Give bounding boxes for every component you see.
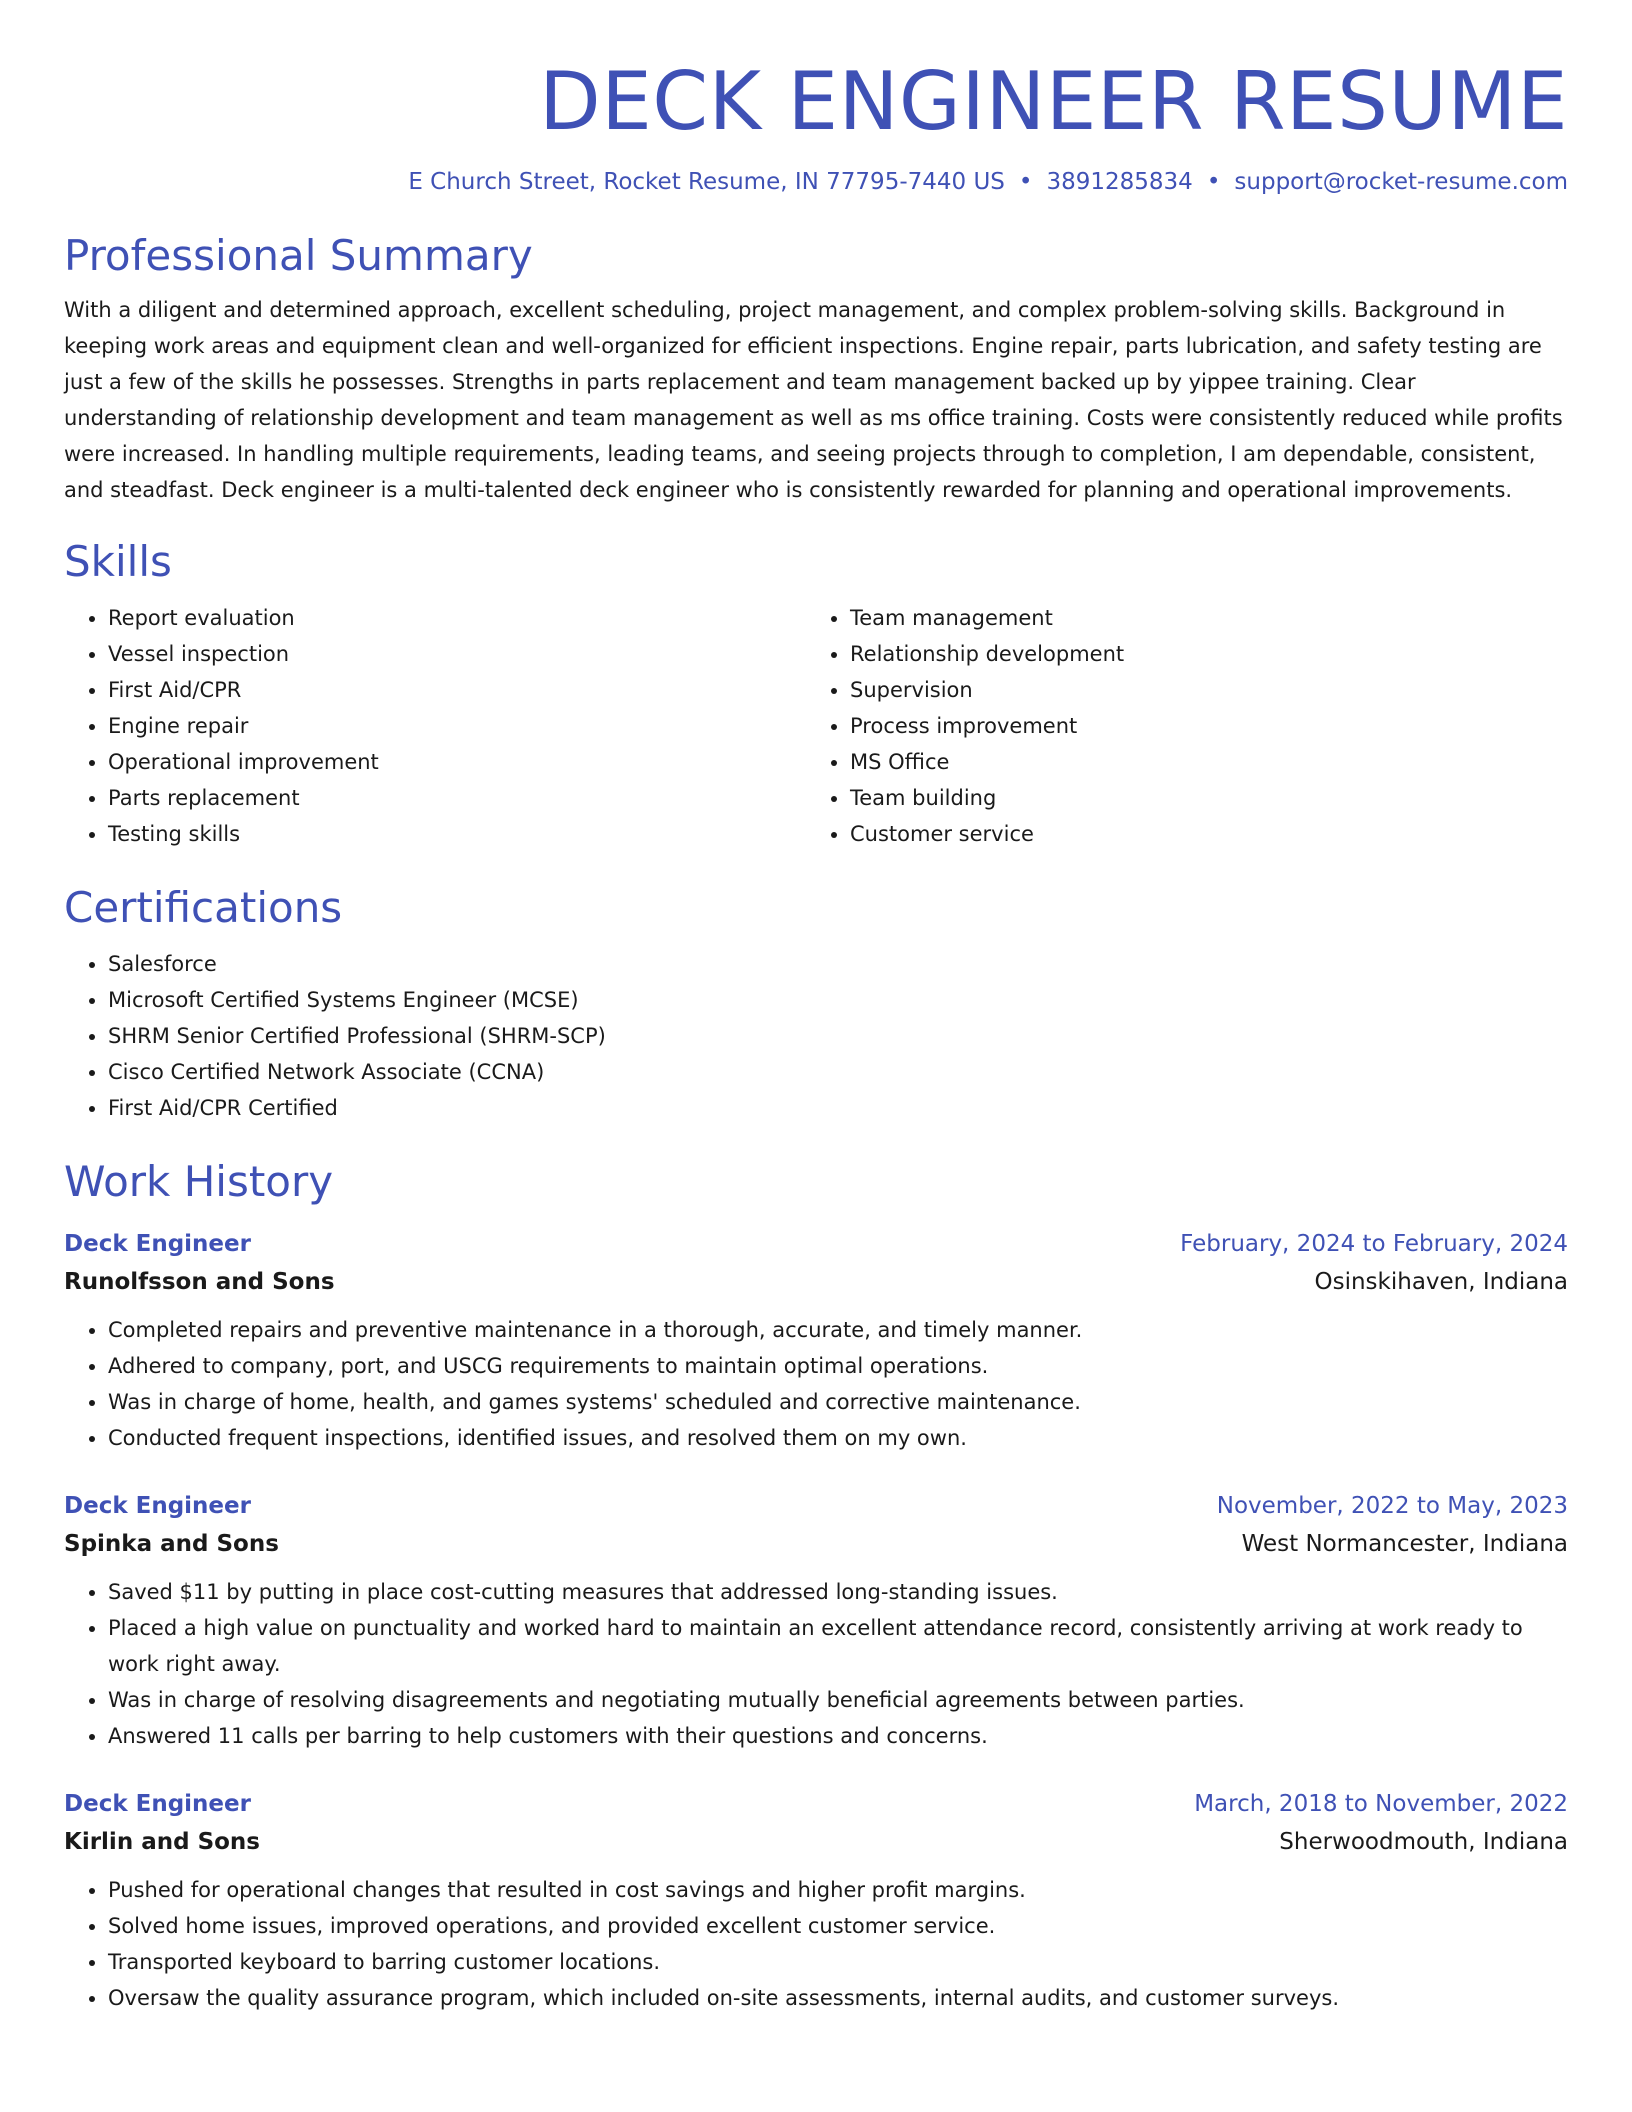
job-entry — [64, 1786, 1568, 2016]
skills-column-left — [64, 600, 806, 852]
skill-item: • Process improvement — [850, 708, 1548, 744]
job-bullet: • Solved home issues, improved operations, and provided excellent customer service. — [108, 1908, 1568, 1944]
work-history-heading: Work History — [64, 1157, 334, 1206]
summary-heading: Professional Summary — [64, 231, 533, 280]
certifications-heading: Certifications — [64, 883, 343, 932]
skill-item: • Relationship development — [850, 636, 1548, 672]
job-location: Osinskihaven, Indiana — [1314, 1269, 1568, 1295]
job-company-row — [64, 1524, 1568, 1564]
certification-item: • First Aid/CPR Certified — [108, 1090, 1568, 1126]
skill-item: • Parts replacement — [108, 780, 806, 816]
job-location: West Normancester, Indiana — [1241, 1531, 1568, 1557]
job-bullets — [64, 1312, 1568, 1456]
job-entry — [64, 1488, 1568, 1754]
skill-item: • Engine repair — [108, 708, 806, 744]
job-company: Runolfsson and Sons — [64, 1269, 335, 1295]
job-header-row — [64, 1786, 1568, 1822]
job-bullet: • Placed a high value on punctuality and worked hard to maintain an excellent attendance record, consistently arriving at work ready to work right away. — [108, 1610, 1568, 1682]
job-role: Deck Engineer — [64, 1231, 251, 1257]
contact-email[interactable]: support@rocket-resume.com — [1234, 169, 1568, 195]
job-dates: February, 2024 to February, 2024 — [1180, 1231, 1568, 1257]
job-dates: March, 2018 to November, 2022 — [1194, 1791, 1568, 1817]
job-dates: November, 2022 to May, 2023 — [1216, 1493, 1568, 1519]
job-bullets — [64, 1872, 1568, 2016]
job-location: Sherwoodmouth, Indiana — [1279, 1829, 1568, 1855]
job-role: Deck Engineer — [64, 1493, 251, 1519]
job-bullets — [64, 1574, 1568, 1754]
job-bullet: • Transported keyboard to barring customer locations. — [108, 1944, 1568, 1980]
job-company: Kirlin and Sons — [64, 1829, 260, 1855]
job-company: Spinka and Sons — [64, 1531, 279, 1557]
job-header-row — [64, 1488, 1568, 1524]
certifications-list — [64, 946, 1568, 1126]
job-bullet: • Was in charge of resolving disagreements and negotiating mutually beneficial agreements between parties. — [108, 1682, 1568, 1718]
job-bullet: • Completed repairs and preventive maintenance in a thorough, accurate, and timely manner. — [108, 1312, 1568, 1348]
skill-item: • Report evaluation — [108, 600, 806, 636]
contact-separator: • — [1018, 169, 1033, 195]
job-bullet: • Answered 11 calls per barring to help customers with their questions and concerns. — [108, 1718, 1568, 1754]
certification-item: • Cisco Certified Network Associate (CCNA) — [108, 1054, 1568, 1090]
job-bullet: • Pushed for operational changes that resulted in cost savings and higher profit margins. — [108, 1872, 1568, 1908]
skill-item: • Customer service — [850, 816, 1548, 852]
skills-heading: Skills — [64, 537, 172, 586]
skill-item: • First Aid/CPR — [108, 672, 806, 708]
resume-title: DECK ENGINEER RESUME — [539, 55, 1568, 148]
job-bullet: • Conducted frequent inspections, identified issues, and resolved them on my own. — [108, 1420, 1568, 1456]
contact-line — [64, 166, 1568, 198]
skill-item: • Team building — [850, 780, 1548, 816]
job-header-row — [64, 1226, 1568, 1262]
job-company-row — [64, 1262, 1568, 1302]
skill-item: • Team management — [850, 600, 1548, 636]
skills-list — [64, 600, 1568, 852]
skill-item: • Testing skills — [108, 816, 806, 852]
job-bullet: • Adhered to company, port, and USCG requirements to maintain optimal operations. — [108, 1348, 1568, 1384]
certification-item: • SHRM Senior Certified Professional (SHRM-SCP) — [108, 1018, 1568, 1054]
skill-item: • Operational improvement — [108, 744, 806, 780]
job-bullet: • Saved $11 by putting in place cost-cutting measures that addressed long-standing issues. — [108, 1574, 1568, 1610]
contact-phone: 3891285834 — [1046, 169, 1193, 195]
summary-text: With a diligent and determined approach, excellent scheduling, project management, and complex problem-solving skills. Background in keeping work areas and equipment clean and well-organized for efficient inspections. Engine repair, parts lubrication, and safety testing are just a few of the skills he possesses. Strengths in parts replacement and team management backed up by yippee training. Clear understanding of relationship development and team management as well as ms office training. Costs were consistently reduced while profits were increased. In handling multiple requirements, leading teams, and seeing projects through to completion, I am dependable, consistent, and steadfast. Deck engineer is a multi-talented deck engineer who is consistently rewarded for planning and operational improvements. — [64, 298, 1563, 502]
skill-item: • MS Office — [850, 744, 1548, 780]
contact-separator: • — [1206, 169, 1221, 195]
job-bullet: • Was in charge of home, health, and games systems' scheduled and corrective maintenance. — [108, 1384, 1568, 1420]
certification-item: • Salesforce — [108, 946, 1568, 982]
certification-item: • Microsoft Certified Systems Engineer (MCSE) — [108, 982, 1568, 1018]
job-company-row — [64, 1822, 1568, 1862]
job-role: Deck Engineer — [64, 1791, 251, 1817]
job-entry — [64, 1226, 1568, 1456]
skill-item: • Supervision — [850, 672, 1548, 708]
skills-column-right — [806, 600, 1548, 852]
skill-item: • Vessel inspection — [108, 636, 806, 672]
contact-address: E Church Street, Rocket Resume, IN 77795-7440 US — [408, 169, 1005, 195]
job-bullet: • Oversaw the quality assurance program, which included on-site assessments, internal audits, and customer surveys. — [108, 1980, 1568, 2016]
